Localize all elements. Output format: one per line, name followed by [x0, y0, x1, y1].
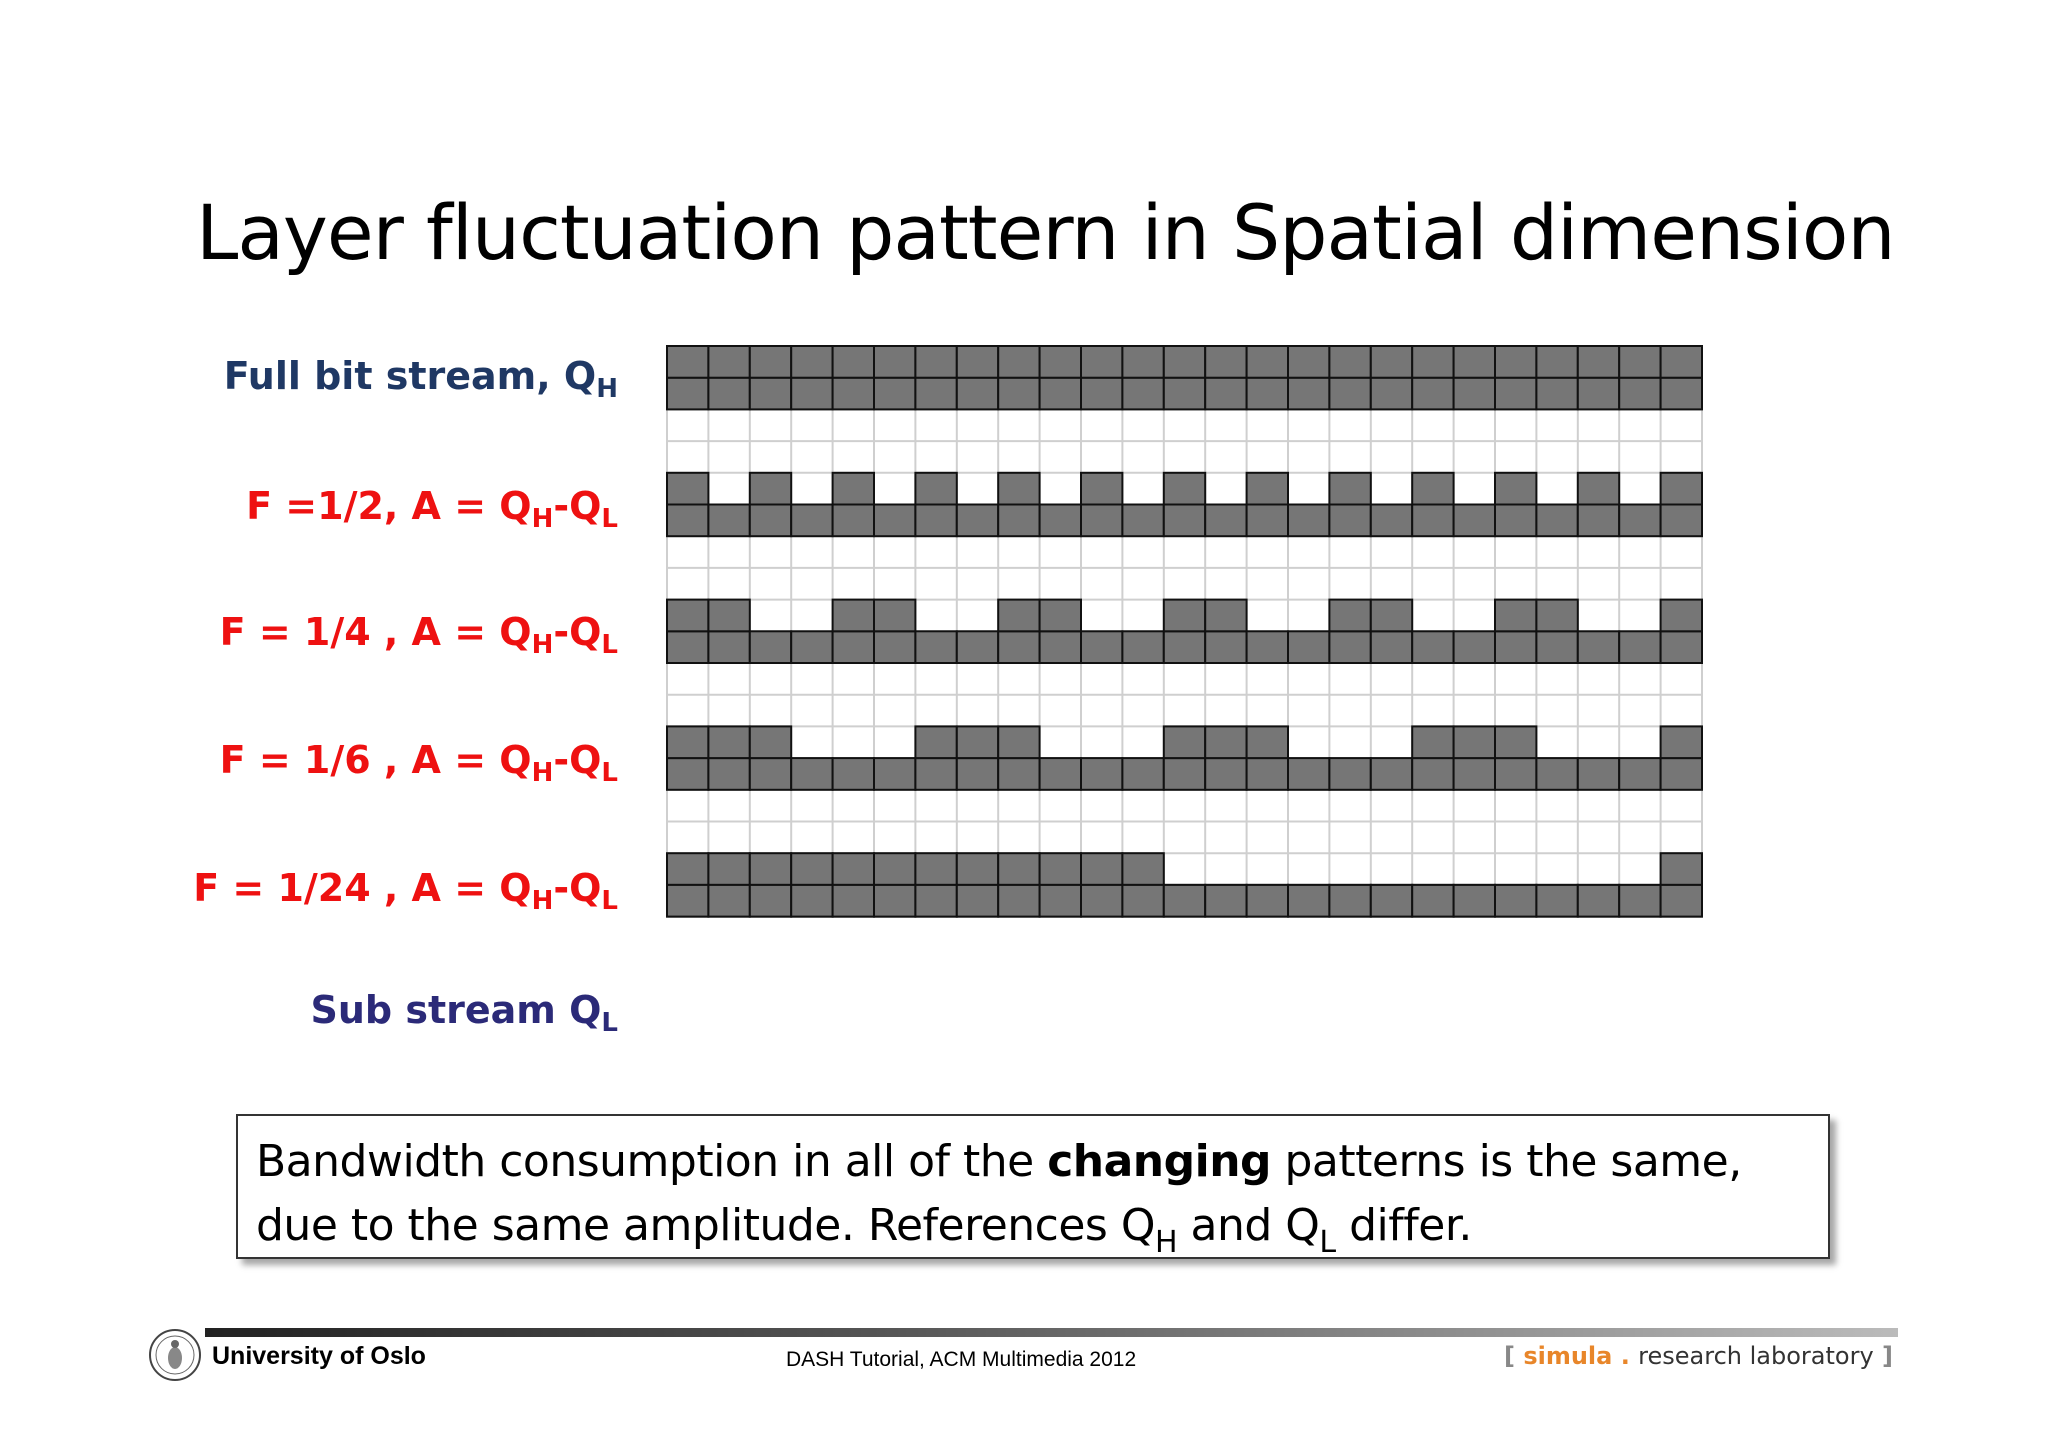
filled-cell	[915, 631, 956, 663]
filled-cell	[1247, 378, 1288, 410]
filled-cell	[998, 346, 1039, 378]
filled-cell	[1329, 346, 1370, 378]
filled-cell	[708, 853, 749, 885]
filled-cell	[1619, 378, 1660, 410]
filled-cell	[1578, 631, 1619, 663]
filled-cell	[708, 346, 749, 378]
filled-cell	[915, 346, 956, 378]
filled-cell	[1412, 473, 1453, 505]
filled-cell	[667, 473, 708, 505]
filled-cell	[1040, 346, 1081, 378]
filled-cell	[874, 631, 915, 663]
filled-cell	[998, 600, 1039, 632]
filled-cell	[1495, 631, 1536, 663]
filled-cell	[1329, 378, 1370, 410]
filled-cell	[1122, 885, 1163, 917]
filled-cell	[1454, 885, 1495, 917]
row-label-f-quarter: F = 1/4 , $A = Q_H-Q_L$	[219, 610, 618, 660]
filled-cell	[1081, 378, 1122, 410]
filled-cell	[998, 473, 1039, 505]
filled-cell	[874, 758, 915, 790]
filled-cell	[915, 378, 956, 410]
filled-cell	[708, 505, 749, 537]
filled-cell	[1247, 726, 1288, 758]
filled-cell	[1040, 758, 1081, 790]
filled-cell	[1164, 631, 1205, 663]
filled-cell	[957, 346, 998, 378]
filled-cell	[1122, 758, 1163, 790]
filled-cell	[915, 885, 956, 917]
filled-cell	[1495, 726, 1536, 758]
filled-cell	[833, 885, 874, 917]
filled-cell	[1081, 473, 1122, 505]
filled-cell	[1578, 505, 1619, 537]
filled-cell	[1619, 505, 1660, 537]
university-name: University of Oslo	[212, 1342, 426, 1370]
filled-cell	[1081, 631, 1122, 663]
filled-cell	[1578, 473, 1619, 505]
filled-cell	[1329, 600, 1370, 632]
note-line-1: Bandwidth consumption in all of the changing patterns is the same,	[256, 1136, 1742, 1187]
filled-cell	[1164, 600, 1205, 632]
filled-cell	[957, 505, 998, 537]
filled-cell	[791, 505, 832, 537]
filled-cell	[708, 631, 749, 663]
filled-cell	[1329, 631, 1370, 663]
filled-cell	[1122, 378, 1163, 410]
filled-cell	[1454, 726, 1495, 758]
filled-cell	[915, 853, 956, 885]
filled-cell	[1081, 885, 1122, 917]
filled-cell	[1536, 600, 1577, 632]
filled-cell	[708, 885, 749, 917]
filled-cell	[1205, 631, 1246, 663]
filled-cell	[1205, 346, 1246, 378]
filled-cell	[1536, 346, 1577, 378]
filled-cell	[1329, 505, 1370, 537]
filled-cell	[1247, 885, 1288, 917]
filled-cell	[874, 378, 915, 410]
filled-cell	[998, 505, 1039, 537]
filled-cell	[1619, 758, 1660, 790]
filled-cell	[1578, 346, 1619, 378]
filled-cell	[1081, 758, 1122, 790]
filled-cell	[1247, 631, 1288, 663]
filled-cell	[1205, 378, 1246, 410]
filled-cell	[1329, 473, 1370, 505]
filled-cell	[1164, 885, 1205, 917]
filled-cell	[915, 758, 956, 790]
row-label-f-sixth: F = 1/6 , $A = Q_H-Q_L$	[219, 738, 618, 788]
filled-cell	[750, 631, 791, 663]
filled-cell	[1205, 505, 1246, 537]
filled-cell	[1619, 346, 1660, 378]
filled-cell	[1661, 853, 1702, 885]
filled-cell	[998, 378, 1039, 410]
filled-cell	[957, 631, 998, 663]
row-label-f-half: F =1/2, $A = Q_H-Q_L$	[246, 484, 618, 534]
filled-cell	[708, 600, 749, 632]
filled-cell	[1412, 378, 1453, 410]
filled-cell	[1040, 885, 1081, 917]
filled-cell	[1122, 631, 1163, 663]
filled-cell	[915, 505, 956, 537]
note-box	[236, 1114, 1830, 1259]
filled-cell	[1122, 853, 1163, 885]
filled-cell	[1164, 346, 1205, 378]
filled-cell	[1619, 631, 1660, 663]
filled-cell	[1412, 758, 1453, 790]
filled-cell	[1454, 378, 1495, 410]
filled-cell	[791, 346, 832, 378]
filled-cell	[1371, 346, 1412, 378]
filled-cell	[667, 726, 708, 758]
filled-cell	[1495, 346, 1536, 378]
filled-cell	[1371, 631, 1412, 663]
filled-cell	[998, 631, 1039, 663]
filled-cell	[1329, 758, 1370, 790]
row-label-sub-stream: Sub stream $Q_L$	[310, 988, 618, 1038]
filled-cell	[1205, 758, 1246, 790]
filled-cell	[667, 631, 708, 663]
filled-cell	[750, 726, 791, 758]
filled-cell	[667, 346, 708, 378]
row-label-f-24th: F = 1/24 , $A = Q_H-Q_L$	[193, 866, 618, 916]
filled-cell	[1288, 505, 1329, 537]
filled-cell	[1329, 885, 1370, 917]
filled-cell	[791, 853, 832, 885]
filled-cell	[874, 505, 915, 537]
filled-cell	[791, 885, 832, 917]
filled-cell	[1495, 505, 1536, 537]
filled-cell	[1081, 346, 1122, 378]
filled-cell	[915, 726, 956, 758]
filled-cell	[1122, 505, 1163, 537]
filled-cell	[1247, 758, 1288, 790]
filled-cell	[667, 758, 708, 790]
filled-cell	[833, 346, 874, 378]
filled-cell	[1454, 631, 1495, 663]
filled-cell	[1454, 346, 1495, 378]
filled-cell	[1495, 473, 1536, 505]
filled-cell	[1040, 600, 1081, 632]
filled-cell	[1578, 885, 1619, 917]
filled-cell	[1412, 631, 1453, 663]
filled-cell	[1578, 378, 1619, 410]
filled-cell	[833, 853, 874, 885]
filled-cell	[1247, 473, 1288, 505]
footer-event: DASH Tutorial, ACM Multimedia 2012	[786, 1348, 1137, 1371]
filled-cell	[874, 853, 915, 885]
filled-cell	[874, 885, 915, 917]
filled-cell	[1164, 378, 1205, 410]
filled-cell	[791, 631, 832, 663]
filled-cell	[1371, 378, 1412, 410]
filled-cell	[957, 853, 998, 885]
filled-cell	[1578, 758, 1619, 790]
filled-cell	[1122, 346, 1163, 378]
filled-cell	[1536, 885, 1577, 917]
filled-cell	[1371, 505, 1412, 537]
filled-cell	[667, 600, 708, 632]
filled-cell	[1040, 853, 1081, 885]
filled-cell	[1288, 346, 1329, 378]
filled-cell	[998, 853, 1039, 885]
filled-cell	[750, 885, 791, 917]
filled-cell	[750, 505, 791, 537]
filled-cell	[1495, 600, 1536, 632]
filled-cell	[833, 378, 874, 410]
filled-cell	[1205, 600, 1246, 632]
filled-cell	[1536, 378, 1577, 410]
filled-cell	[1371, 600, 1412, 632]
filled-cell	[957, 726, 998, 758]
filled-cell	[1495, 885, 1536, 917]
filled-cell	[1661, 378, 1702, 410]
filled-cell	[750, 853, 791, 885]
filled-cell	[750, 346, 791, 378]
filled-cell	[1164, 726, 1205, 758]
filled-cell	[1288, 631, 1329, 663]
filled-cell	[1412, 885, 1453, 917]
filled-cell	[1371, 885, 1412, 917]
filled-cell	[667, 378, 708, 410]
filled-cell	[1205, 726, 1246, 758]
filled-cell	[915, 473, 956, 505]
filled-cell	[1247, 346, 1288, 378]
filled-cell	[1247, 505, 1288, 537]
filled-cell	[1536, 631, 1577, 663]
filled-cell	[1040, 378, 1081, 410]
filled-cell	[1495, 378, 1536, 410]
filled-cell	[1536, 758, 1577, 790]
filled-cell	[1619, 885, 1660, 917]
filled-cell	[667, 505, 708, 537]
filled-cell	[1661, 726, 1702, 758]
filled-cell	[791, 758, 832, 790]
filled-cell	[1288, 378, 1329, 410]
filled-cell	[833, 473, 874, 505]
filled-cell	[1661, 758, 1702, 790]
filled-cell	[1164, 505, 1205, 537]
filled-cell	[791, 378, 832, 410]
filled-cell	[1081, 505, 1122, 537]
filled-cell	[957, 378, 998, 410]
filled-cell	[1040, 505, 1081, 537]
note-line-2: due to the same amplitude. References $Q_H$ and $Q_L$ differ.	[256, 1200, 1472, 1260]
filled-cell	[833, 600, 874, 632]
row-label-full: Full bit stream, $Q_H$	[223, 354, 618, 404]
filled-cell	[874, 346, 915, 378]
filled-cell	[1371, 758, 1412, 790]
filled-cell	[1661, 885, 1702, 917]
filled-cell	[833, 505, 874, 537]
filled-cell	[708, 758, 749, 790]
filled-cell	[1661, 505, 1702, 537]
filled-cell	[1288, 758, 1329, 790]
footer-bar	[205, 1328, 1898, 1337]
filled-cell	[750, 758, 791, 790]
filled-cell	[750, 473, 791, 505]
filled-cell	[1412, 726, 1453, 758]
filled-cell	[708, 726, 749, 758]
filled-cell	[1412, 346, 1453, 378]
simula-logo: [ simula . research laboratory ]	[1503, 1342, 1893, 1370]
filled-cell	[998, 726, 1039, 758]
filled-cell	[708, 378, 749, 410]
filled-cell	[1661, 473, 1702, 505]
filled-cell	[1288, 885, 1329, 917]
filled-cell	[667, 853, 708, 885]
filled-cell	[998, 885, 1039, 917]
filled-cell	[1495, 758, 1536, 790]
filled-cell	[1205, 885, 1246, 917]
filled-cell	[957, 758, 998, 790]
filled-cell	[667, 885, 708, 917]
filled-cell	[1412, 505, 1453, 537]
slide-title: Layer fluctuation pattern in Spatial dimension	[196, 188, 1895, 277]
filled-cell	[1081, 853, 1122, 885]
university-seal-icon	[148, 1328, 202, 1382]
filled-cell	[998, 758, 1039, 790]
filled-cell	[1454, 505, 1495, 537]
filled-cell	[1661, 600, 1702, 632]
filled-cell	[1164, 758, 1205, 790]
filled-cell	[833, 631, 874, 663]
filled-cell	[1661, 346, 1702, 378]
filled-cell	[957, 885, 998, 917]
filled-cell	[750, 378, 791, 410]
filled-cell	[1536, 505, 1577, 537]
filled-cell	[874, 600, 915, 632]
filled-cell	[1040, 631, 1081, 663]
filled-cell	[1454, 758, 1495, 790]
filled-cell	[1164, 473, 1205, 505]
filled-cell	[1661, 631, 1702, 663]
filled-cell	[833, 758, 874, 790]
